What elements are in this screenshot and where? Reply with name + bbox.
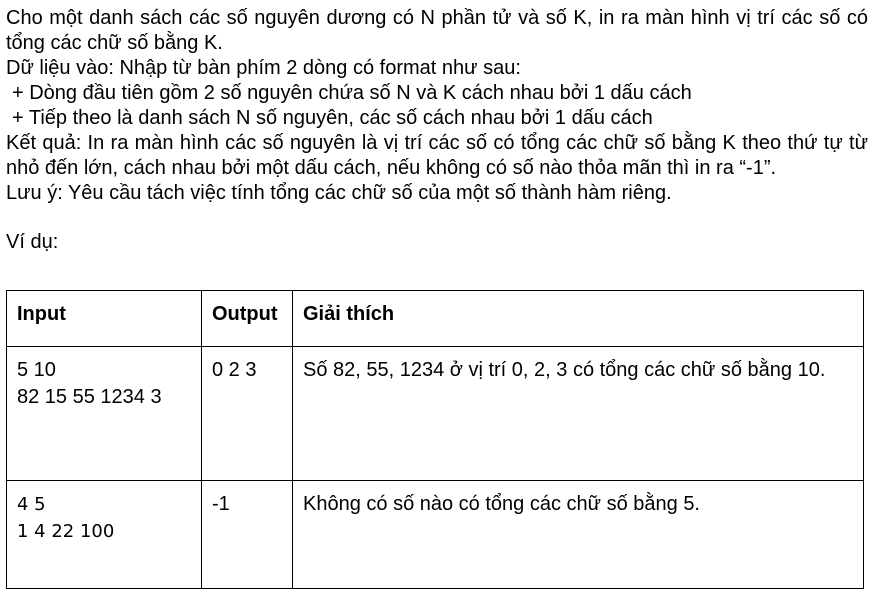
table-row [7, 481, 864, 589]
example-2-input-line-1: 4 5 [17, 494, 46, 515]
input-format-line-1: + Dòng đầu tiên gồm 2 số nguyên chứa số N và K cách nhau bởi 1 dấu cách [12, 82, 692, 104]
table-row [7, 347, 864, 481]
table-header-row [7, 291, 864, 347]
header-output: Output [202, 291, 293, 347]
example-table [6, 290, 864, 589]
example-1-output: 0 2 3 [202, 347, 293, 481]
header-explain: Giải thích [293, 291, 864, 347]
spacer [6, 206, 868, 230]
problem-statement: Cho một danh sách các số nguyên dương có N phần tử và số K, in ra màn hình vị trí các số có tổng các chữ số bằng K. [6, 7, 868, 54]
example-1-explain: Số 82, 55, 1234 ở vị trí 0, 2, 3 có tổng các chữ số bằng 10. [293, 347, 864, 481]
example-2-explain: Không có số nào có tổng các chữ số bằng 5. [293, 481, 864, 589]
problem-description [6, 6, 868, 255]
example-1-input-line-2: 82 15 55 1234 3 [17, 386, 162, 408]
example-1-input [7, 347, 202, 481]
example-2-input-line-2: 1 4 22 100 [17, 521, 115, 542]
output-format: Kết quả: In ra màn hình các số nguyên là vị trí các số có tổng các chữ số bằng K theo thứ tự từ nhỏ đến lớn, cách nhau bởi một dấu cách, nếu không có số nào thỏa mãn thì in ra “-1”. [6, 132, 868, 179]
example-2-input [7, 481, 202, 589]
input-format-line-2: + Tiếp theo là danh sách N số nguyên, các số cách nhau bởi 1 dấu cách [12, 107, 653, 129]
example-1-input-line-1: 5 10 [17, 359, 56, 381]
input-format-title: Dữ liệu vào: Nhập từ bàn phím 2 dòng có format như sau: [6, 57, 521, 79]
header-input: Input [7, 291, 202, 347]
example-2-output: -1 [202, 481, 293, 589]
example-label: Ví dụ: [6, 231, 59, 253]
note: Lưu ý: Yêu cầu tách việc tính tổng các chữ số của một số thành hàm riêng. [6, 182, 672, 204]
